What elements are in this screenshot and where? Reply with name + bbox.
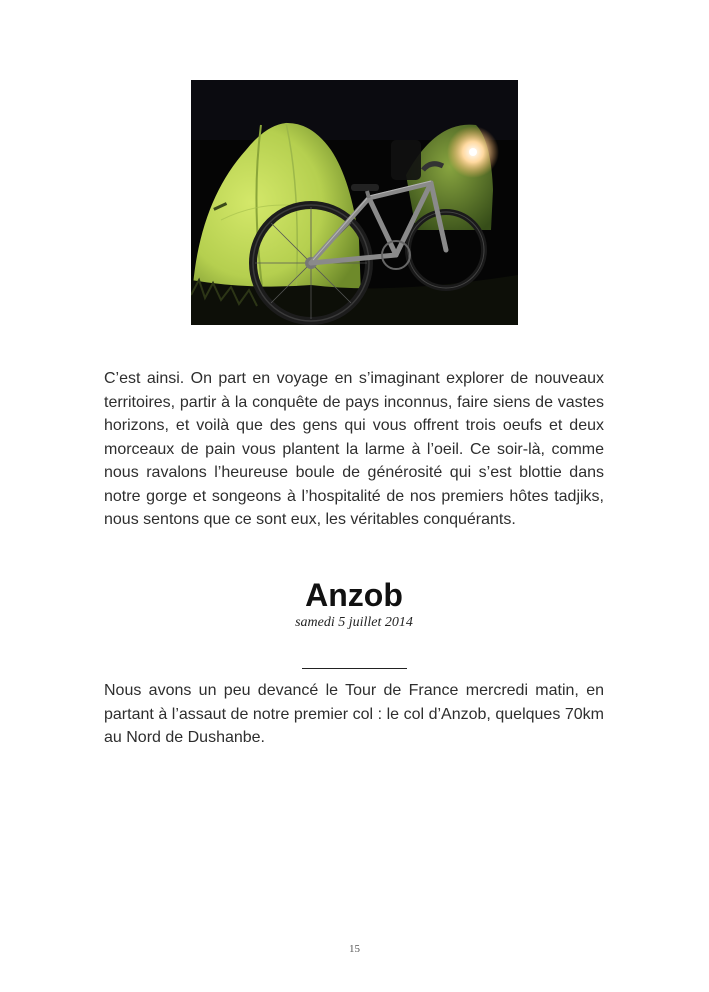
tent-bicycle-night-image xyxy=(191,80,518,325)
section-divider xyxy=(302,668,407,669)
page-number: 15 xyxy=(349,943,360,955)
body-paragraph-1: C’est ainsi. On part en voyage en s’imaginant explorer de nouveaux territoires, partir à la conquête de pays inconnus, faire siens de vastes horizons, et voilà que des gens qui vous offrent trois oeufs et deux morceaux de pain vous plantent la larme à l’oeil. Ce soir-là, comme nous ravalons l’heureuse boule de générosité qui s’est blottie dans notre gorge et songeons à l’hospitalité de nos premiers hôtes tadjiks, nous sentons que ce sont eux, les véritables conquérants. xyxy=(104,370,604,528)
body-paragraph-2: Nous avons un peu devancé le Tour de France mercredi matin, en partant à l’assaut de notre premier col : le col d’Anzob, quelques 70km au Nord de Dushanbe. xyxy=(104,682,604,746)
chapter-date: samedi 5 juillet 2014 xyxy=(295,615,413,630)
camping-photo xyxy=(191,80,518,325)
chapter-title: Anzob xyxy=(305,577,403,613)
